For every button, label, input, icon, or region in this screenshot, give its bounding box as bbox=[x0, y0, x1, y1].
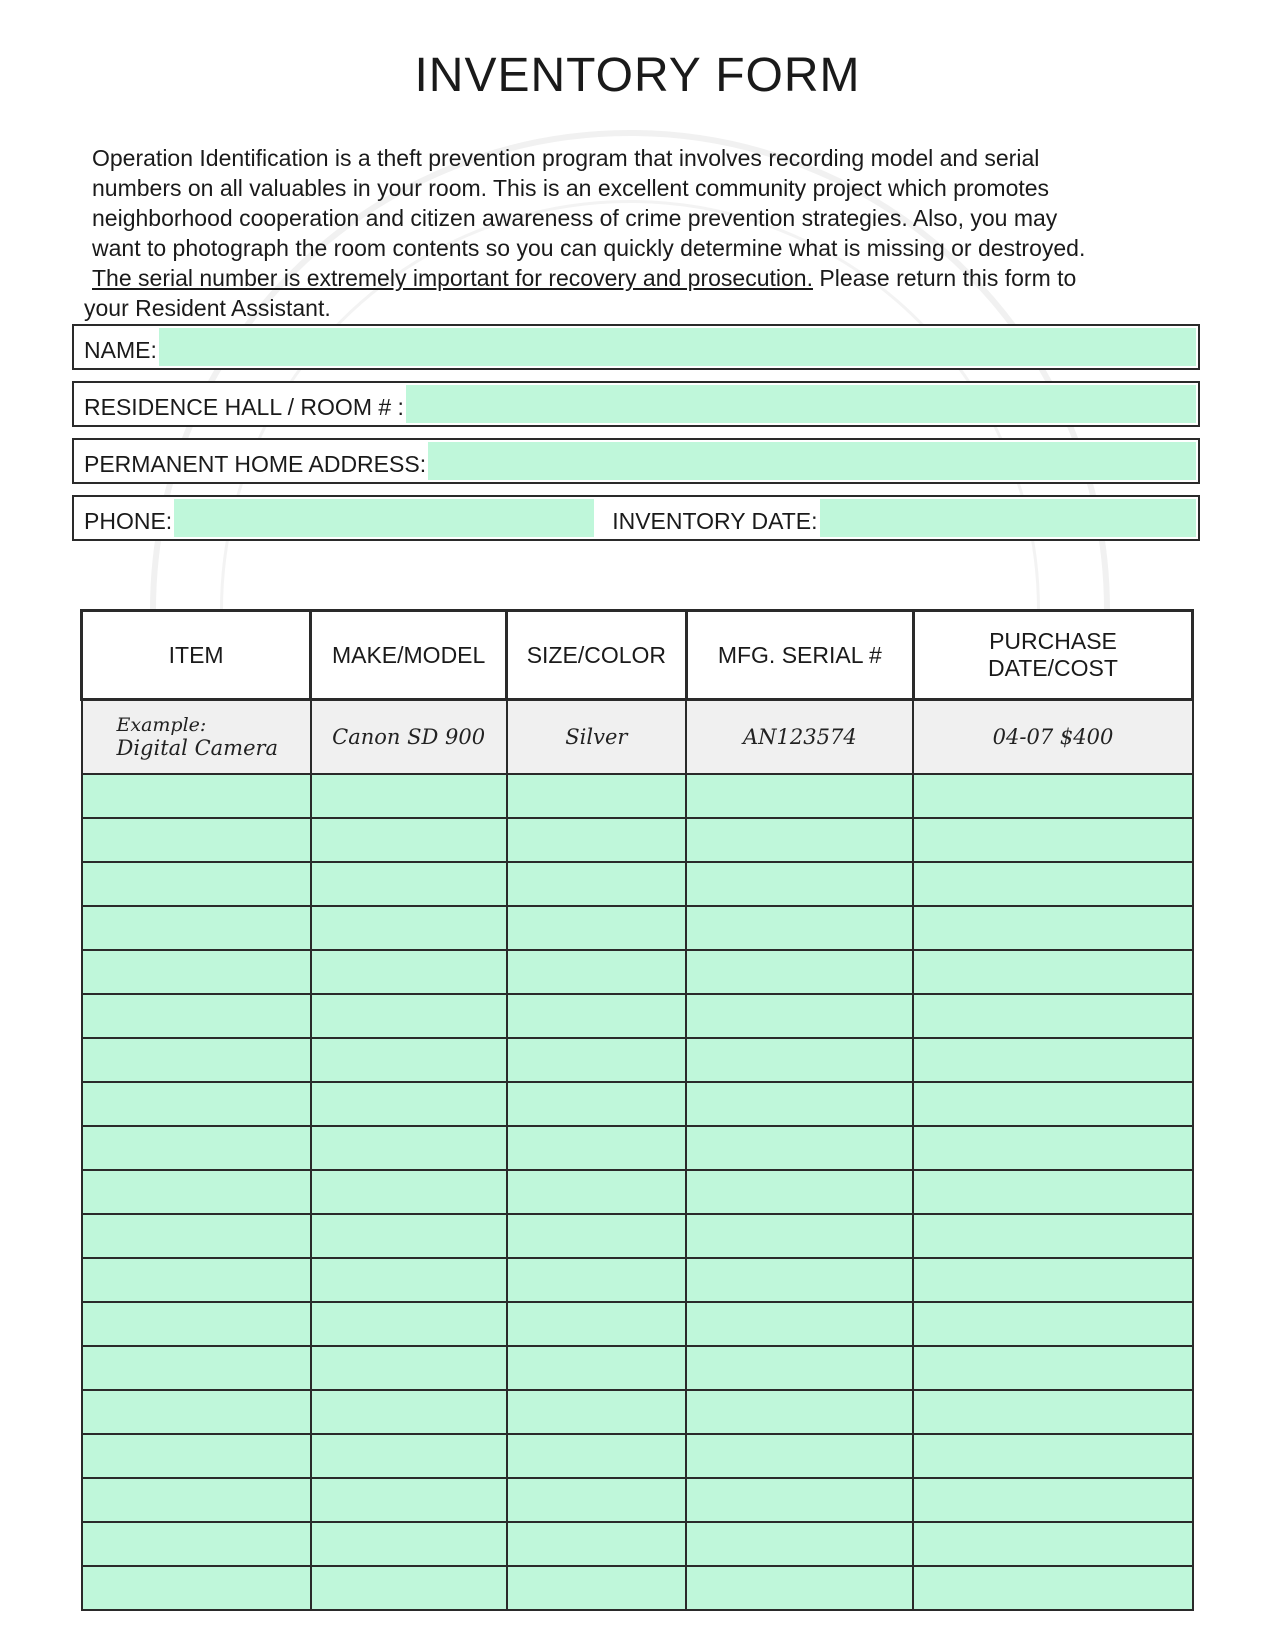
table-row bbox=[82, 950, 1193, 994]
table-row bbox=[82, 1082, 1193, 1126]
size-color-input-cell[interactable] bbox=[507, 1346, 687, 1390]
purchase-input-cell[interactable] bbox=[913, 1214, 1192, 1258]
table-row bbox=[82, 1346, 1193, 1390]
purchase-input-cell[interactable] bbox=[913, 1038, 1192, 1082]
serial-input-cell[interactable] bbox=[686, 1170, 913, 1214]
item-input-cell[interactable] bbox=[82, 862, 311, 906]
table-row bbox=[82, 1038, 1193, 1082]
serial-input-cell[interactable] bbox=[686, 1434, 913, 1478]
purchase-input-cell[interactable] bbox=[913, 1302, 1192, 1346]
purchase-input-cell[interactable] bbox=[913, 1126, 1192, 1170]
item-input-cell[interactable] bbox=[82, 1038, 311, 1082]
serial-importance-note: The serial number is extremely important for recovery and prosecution. bbox=[92, 265, 813, 291]
header-purchase-line1: PURCHASE bbox=[989, 628, 1117, 654]
make-model-input-cell[interactable] bbox=[311, 1346, 507, 1390]
table-row bbox=[82, 1214, 1193, 1258]
item-input-cell[interactable] bbox=[82, 818, 311, 862]
make-model-input-cell[interactable] bbox=[311, 950, 507, 994]
header-purchase-line2: DATE/COST bbox=[988, 655, 1118, 681]
item-input-cell[interactable] bbox=[82, 950, 311, 994]
address-row bbox=[72, 438, 1200, 484]
make-model-input-cell[interactable] bbox=[311, 994, 507, 1038]
serial-input-cell[interactable] bbox=[686, 1478, 913, 1522]
make-model-input-cell[interactable] bbox=[311, 1434, 507, 1478]
table-row bbox=[82, 1478, 1193, 1522]
page-title: INVENTORY FORM bbox=[414, 49, 861, 102]
purchase-input-cell[interactable] bbox=[913, 906, 1192, 950]
intro-line: your Resident Assistant. bbox=[84, 295, 331, 321]
table-header-row bbox=[82, 611, 1193, 700]
header-serial: MFG. SERIAL # bbox=[686, 611, 913, 700]
residence-field[interactable] bbox=[406, 385, 1196, 423]
make-model-input-cell[interactable] bbox=[311, 1038, 507, 1082]
size-color-input-cell[interactable] bbox=[507, 1038, 687, 1082]
purchase-input-cell[interactable] bbox=[913, 1258, 1192, 1302]
serial-input-cell[interactable] bbox=[686, 1082, 913, 1126]
item-input-cell[interactable] bbox=[82, 1434, 311, 1478]
size-color-input-cell[interactable] bbox=[507, 774, 687, 818]
item-input-cell[interactable] bbox=[82, 774, 311, 818]
purchase-input-cell[interactable] bbox=[913, 1170, 1192, 1214]
item-input-cell[interactable] bbox=[82, 1346, 311, 1390]
intro-line: neighborhood cooperation and citizen awareness of crime prevention strategies. Also, you may bbox=[92, 205, 1058, 231]
example-serial: AN123574 bbox=[686, 700, 913, 775]
example-row bbox=[82, 700, 1193, 775]
item-input-cell[interactable] bbox=[82, 1302, 311, 1346]
intro-paragraph bbox=[84, 143, 1194, 323]
example-prefix: Example: bbox=[116, 714, 207, 736]
serial-input-cell[interactable] bbox=[686, 774, 913, 818]
table-row bbox=[82, 1258, 1193, 1302]
item-input-cell[interactable] bbox=[82, 1082, 311, 1126]
serial-input-cell[interactable] bbox=[686, 1346, 913, 1390]
header-make-model: MAKE/MODEL bbox=[311, 611, 507, 700]
serial-input-cell[interactable] bbox=[686, 1258, 913, 1302]
example-purchase: 04-07 $400 bbox=[913, 700, 1192, 775]
make-model-input-cell[interactable] bbox=[311, 1170, 507, 1214]
table-row bbox=[82, 862, 1193, 906]
address-label: PERMANENT HOME ADDRESS: bbox=[84, 450, 427, 477]
purchase-input-cell[interactable] bbox=[913, 1390, 1192, 1434]
size-color-input-cell[interactable] bbox=[507, 1302, 687, 1346]
size-color-input-cell[interactable] bbox=[507, 994, 687, 1038]
table-row bbox=[82, 818, 1193, 862]
header-purchase bbox=[913, 611, 1192, 700]
intro-line bbox=[84, 263, 1194, 293]
residence-label: RESIDENCE HALL / ROOM # : bbox=[84, 393, 404, 420]
size-color-input-cell[interactable] bbox=[507, 818, 687, 862]
address-field[interactable] bbox=[428, 442, 1196, 480]
serial-input-cell[interactable] bbox=[686, 1390, 913, 1434]
size-color-input-cell[interactable] bbox=[507, 950, 687, 994]
purchase-input-cell[interactable] bbox=[913, 1566, 1192, 1610]
item-input-cell[interactable] bbox=[82, 906, 311, 950]
purchase-input-cell[interactable] bbox=[913, 774, 1192, 818]
size-color-input-cell[interactable] bbox=[507, 1082, 687, 1126]
make-model-input-cell[interactable] bbox=[311, 862, 507, 906]
serial-input-cell[interactable] bbox=[686, 1566, 913, 1610]
serial-input-cell[interactable] bbox=[686, 950, 913, 994]
item-input-cell[interactable] bbox=[82, 1258, 311, 1302]
name-label: NAME: bbox=[84, 336, 157, 363]
make-model-input-cell[interactable] bbox=[311, 1258, 507, 1302]
purchase-input-cell[interactable] bbox=[913, 950, 1192, 994]
item-input-cell[interactable] bbox=[82, 1390, 311, 1434]
inventory-date-field[interactable] bbox=[820, 499, 1196, 537]
size-color-input-cell[interactable] bbox=[507, 1170, 687, 1214]
table-row bbox=[82, 994, 1193, 1038]
table-row bbox=[82, 906, 1193, 950]
table-row bbox=[82, 1126, 1193, 1170]
size-color-input-cell[interactable] bbox=[507, 862, 687, 906]
purchase-input-cell[interactable] bbox=[913, 1522, 1192, 1566]
residence-row bbox=[72, 381, 1200, 427]
purchase-input-cell[interactable] bbox=[913, 1478, 1192, 1522]
serial-input-cell[interactable] bbox=[686, 1522, 913, 1566]
item-input-cell[interactable] bbox=[82, 1566, 311, 1610]
item-input-cell[interactable] bbox=[82, 994, 311, 1038]
phone-date-row bbox=[72, 495, 1200, 541]
serial-input-cell[interactable] bbox=[686, 1038, 913, 1082]
table-row bbox=[82, 1522, 1193, 1566]
item-input-cell[interactable] bbox=[82, 1214, 311, 1258]
table-row bbox=[82, 774, 1193, 818]
inventory-table bbox=[80, 609, 1194, 1611]
serial-input-cell[interactable] bbox=[686, 862, 913, 906]
name-field[interactable] bbox=[159, 328, 1196, 366]
example-item: Digital Camera bbox=[116, 736, 279, 760]
serial-input-cell[interactable] bbox=[686, 1302, 913, 1346]
item-input-cell[interactable] bbox=[82, 1478, 311, 1522]
make-model-input-cell[interactable] bbox=[311, 906, 507, 950]
table-row bbox=[82, 1390, 1193, 1434]
make-model-input-cell[interactable] bbox=[311, 774, 507, 818]
make-model-input-cell[interactable] bbox=[311, 1566, 507, 1610]
example-size-color: Silver bbox=[507, 700, 687, 775]
size-color-input-cell[interactable] bbox=[507, 1566, 687, 1610]
purchase-input-cell[interactable] bbox=[913, 818, 1192, 862]
make-model-input-cell[interactable] bbox=[311, 1302, 507, 1346]
table-row bbox=[82, 1302, 1193, 1346]
item-input-cell[interactable] bbox=[82, 1522, 311, 1566]
item-input-cell[interactable] bbox=[82, 1170, 311, 1214]
intro-line: want to photograph the room contents so you can quickly determine what is missing or destroyed. bbox=[92, 235, 1086, 261]
make-model-input-cell[interactable] bbox=[311, 1478, 507, 1522]
serial-input-cell[interactable] bbox=[686, 994, 913, 1038]
make-model-input-cell[interactable] bbox=[311, 1390, 507, 1434]
serial-input-cell[interactable] bbox=[686, 906, 913, 950]
example-make-model: Canon SD 900 bbox=[311, 700, 507, 775]
example-item-cell bbox=[82, 700, 311, 775]
item-input-cell[interactable] bbox=[82, 1126, 311, 1170]
size-color-input-cell[interactable] bbox=[507, 1214, 687, 1258]
make-model-input-cell[interactable] bbox=[311, 1214, 507, 1258]
make-model-input-cell[interactable] bbox=[311, 1082, 507, 1126]
intro-line: Operation Identification is a theft prevention program that involves recording model and serial bbox=[92, 145, 1040, 171]
serial-input-cell[interactable] bbox=[686, 1126, 913, 1170]
size-color-input-cell[interactable] bbox=[507, 1126, 687, 1170]
serial-input-cell[interactable] bbox=[686, 818, 913, 862]
table-row bbox=[82, 1170, 1193, 1214]
serial-input-cell[interactable] bbox=[686, 1214, 913, 1258]
size-color-input-cell[interactable] bbox=[507, 1390, 687, 1434]
make-model-input-cell[interactable] bbox=[311, 1522, 507, 1566]
size-color-input-cell[interactable] bbox=[507, 906, 687, 950]
header-item: ITEM bbox=[82, 611, 311, 700]
intro-line: numbers on all valuables in your room. This is an excellent community project which promotes bbox=[92, 175, 1050, 201]
table-row bbox=[82, 1434, 1193, 1478]
phone-label: PHONE: bbox=[84, 507, 173, 534]
inventory-date-label: INVENTORY DATE: bbox=[612, 507, 818, 534]
make-model-input-cell[interactable] bbox=[311, 818, 507, 862]
name-row bbox=[72, 324, 1200, 370]
size-color-input-cell[interactable] bbox=[507, 1522, 687, 1566]
return-instruction: Please return this form to bbox=[812, 265, 1077, 291]
purchase-input-cell[interactable] bbox=[913, 1346, 1192, 1390]
size-color-input-cell[interactable] bbox=[507, 1258, 687, 1302]
purchase-input-cell[interactable] bbox=[913, 1082, 1192, 1126]
size-color-input-cell[interactable] bbox=[507, 1434, 687, 1478]
table-row bbox=[82, 1566, 1193, 1610]
purchase-input-cell[interactable] bbox=[913, 1434, 1192, 1478]
header-size-color: SIZE/COLOR bbox=[507, 611, 687, 700]
make-model-input-cell[interactable] bbox=[311, 1126, 507, 1170]
phone-field[interactable] bbox=[174, 499, 594, 537]
purchase-input-cell[interactable] bbox=[913, 994, 1192, 1038]
size-color-input-cell[interactable] bbox=[507, 1478, 687, 1522]
purchase-input-cell[interactable] bbox=[913, 862, 1192, 906]
